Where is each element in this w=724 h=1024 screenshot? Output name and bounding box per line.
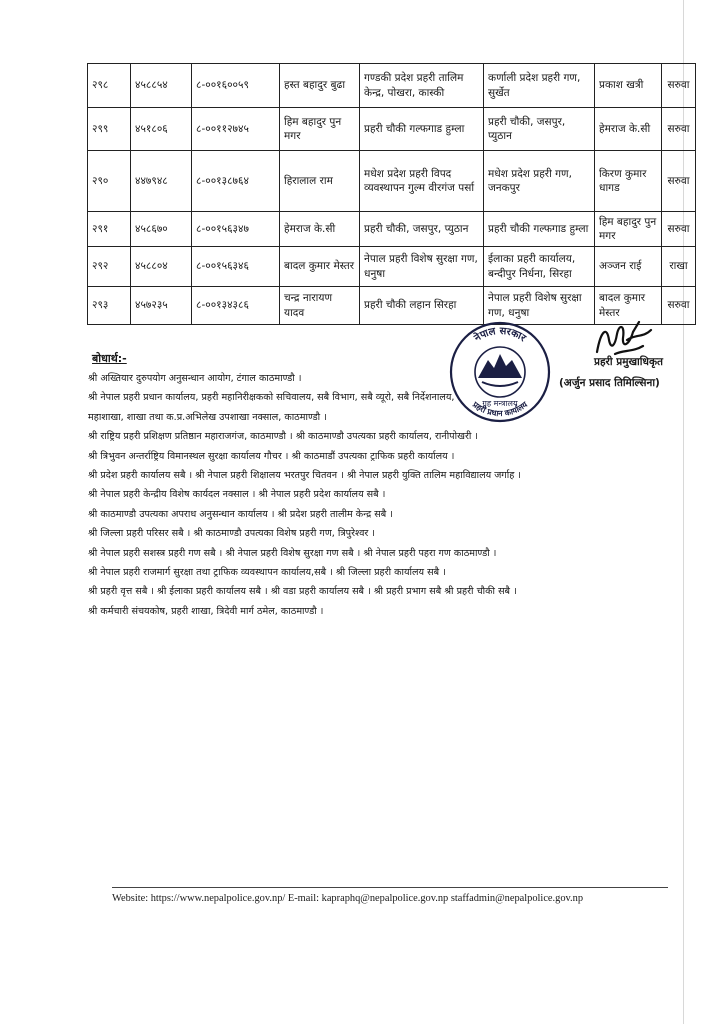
type-cell: सरुवा [662,212,696,247]
serial-cell: २९३ [88,287,131,325]
swap-name-cell: किरण कुमार धागड [595,151,662,212]
table-row [88,212,696,247]
serial-cell: २९० [88,151,131,212]
table-row [88,64,696,108]
table-row [88,151,696,212]
table-row [88,108,696,151]
list-item: श्री प्रदेश प्रहरी कार्यालय सबै । श्री नेपाल प्रहरी शिक्षालय भरतपुर चितवन । श्री नेपाल प्रहरी युक्ति तालिम महाविद्यालय जर्गाह । [88,470,521,482]
type-cell: सरुवा [662,64,696,108]
number-cell: ४५१८०६ [131,108,192,151]
number-cell: ४५७२३५ [131,287,192,325]
signature-scribble [593,316,655,360]
list-item: श्री अख्तियार दुरुपयोग अनुसन्धान आयोग, टंगाल काठमाण्डौ । [88,373,302,384]
list-item: महाशाखा, शाखा तथा क.प्र.अभिलेख उपशाखा नक्साल, काठमाण्डौ । [88,411,327,423]
footer-divider [112,887,668,888]
list-item: श्री काठमाण्डौ उपत्यका अपराध अनुसन्धान कार्यालय । श्री प्रदेश प्रहरी तालीम केन्द्र सबै । [88,508,393,520]
to-office-cell: नेपाल प्रहरी विशेष सुरक्षा गण, धनुषा [484,287,595,325]
type-cell: राखा [662,247,696,287]
swap-name-cell: प्रकाश खत्री [595,64,662,108]
serial-cell: २९८ [88,64,131,108]
recipient-list [88,369,558,621]
id-cell: ८-००१३४३८६ [192,287,280,325]
name-cell: हस्त बहादुर बुढा [280,64,360,108]
serial-cell: २९१ [88,212,131,247]
list-item: श्री राष्ट्रिय प्रहरी प्रशिक्षण प्रतिष्ठान महाराजगंज, काठमाण्डौ । श्री काठमाण्डौ उपत्यका प्रहरी कार्यालय, रानीपोखरी । [88,431,479,443]
name-cell: हेमराज के.सी [280,212,360,247]
serial-cell: २९२ [88,247,131,287]
from-office-cell: मधेश प्रदेश प्रहरी विपद व्यवस्थापन गुल्म वीरगंज पर्सा [360,151,484,212]
to-office-cell: कर्णाली प्रदेश प्रहरी गण, सुर्खेत [484,64,595,108]
to-office-cell: प्रहरी चौकी, जसपुर, प्युठान [484,108,595,151]
swap-name-cell: बादल कुमार मेस्तर [595,287,662,325]
name-cell: हिरालाल राम [280,151,360,212]
transfer-table [87,63,696,325]
to-office-cell: प्रहरी चौकी गल्फगाड हुम्ला [484,212,595,247]
to-office-cell: मधेश प्रदेश प्रहरी गण, जनकपुर [484,151,595,212]
id-cell: ८-००१५६३४७ [192,212,280,247]
number-cell: ४५८८५४ [131,64,192,108]
number-cell: ४५८६७० [131,212,192,247]
signatory-name: (अर्जुन प्रसाद तिमिल्सिना) [559,377,660,389]
name-cell: बादल कुमार मेस्तर [280,247,360,287]
list-item: श्री नेपाल प्रहरी प्रधान कार्यालय, प्रहरी महानिरीक्षकको सचिवालय, सबै विभाग, सबै व्यूरो, सबै निर्देशनालय, [88,392,455,404]
footer-contact: Website: https://www.nepalpolice.gov.np/ E-mail: kapraphq@nepalpolice.gov.np staffadmin@nepalpolice.gov.np [112,893,584,904]
from-office-cell: गण्डकी प्रदेश प्रहरी तालिम केन्द्र, पोखरा, कास्की [360,64,484,108]
from-office-cell: प्रहरी चौकी लहान सिरहा [360,287,484,325]
list-item: श्री नेपाल प्रहरी केन्द्रीय विशेष कार्यदल नक्साल । श्री नेपाल प्रहरी प्रदेश कार्यालय सबै । [88,489,386,501]
list-item: श्री त्रिभुवन अन्तर्राष्ट्रिय विमानस्थल सुरक्षा कार्यालय गौचर । श्री काठमाडौं उपत्यका ट्राफिक प्रहरी कार्यालय । [88,450,455,462]
id-cell: ८-००१३८७६४ [192,151,280,212]
type-cell: सरुवा [662,108,696,151]
id-cell: ८-००१५६३४६ [192,247,280,287]
type-cell: सरुवा [662,151,696,212]
list-item: श्री जिल्ला प्रहरी परिसर सबै । श्री काठमाण्डौ उपत्यका विशेष प्रहरी गण, त्रिपुरेश्वर । [88,528,376,540]
id-cell: ८-००११२७४५ [192,108,280,151]
list-item: श्री नेपाल प्रहरी सशस्त्र प्रहरी गण सबै । श्री नेपाल प्रहरी विशेष सुरक्षा गण सबै । श्री नेपाल प्रहरी पहरा गण काठमाण्डौ । [88,547,497,559]
to-office-cell: ईलाका प्रहरी कार्यालय, बन्दीपुर निर्धना, सिरहा [484,247,595,287]
seal-middle-text: गृह मन्त्रालय [482,399,518,408]
serial-cell: २९९ [88,108,131,151]
list-item: श्री कर्मचारी संचयकोष, प्रहरी शाखा, त्रिदेवी मार्ग ठमेल, काठमाण्डौ । [88,605,324,617]
number-cell: ४४७९४८ [131,151,192,212]
bodhartha-heading: बोधार्थ:- [92,352,127,365]
swap-name-cell: हेमराज के.सी [595,108,662,151]
list-item: श्री प्रहरी वृत्त सबै । श्री ईलाका प्रहरी कार्यालय सबै । श्री वडा प्रहरी कार्यालय सबै । श्री प्रहरी प्रभाग सबै श्री प्रहरी चौकी सबै । [88,586,517,598]
seal-bottom-text: प्रहरी प्रधान कार्यालय [470,400,530,419]
list-item: श्री नेपाल प्रहरी राजमार्ग सुरक्षा तथा ट्राफिक व्यवस्थापन कार्यालय,सबै । श्री जिल्ला प्रहरी कार्यालय सबै । [88,567,446,579]
from-office-cell: प्रहरी चौकी गल्फगाड हुम्ला [360,108,484,151]
from-office-cell: नेपाल प्रहरी विशेष सुरक्षा गण, धनुषा [360,247,484,287]
name-cell: चन्द्र नारायण यादव [280,287,360,325]
name-cell: हिम बहादुर पुन मगर [280,108,360,151]
type-cell: सरुवा [662,287,696,325]
swap-name-cell: हिम बहादुर पुन मगर [595,212,662,247]
id-cell: ८-००१६००५९ [192,64,280,108]
from-office-cell: प्रहरी चौकी, जसपुर, प्युठान [360,212,484,247]
swap-name-cell: अञ्जन राई [595,247,662,287]
signatory-title: प्रहरी प्रमुखाधिकृत [594,356,664,368]
seal-top-text: नेपाल सरकार [472,325,528,345]
number-cell: ४५८८०४ [131,247,192,287]
table-row [88,247,696,287]
